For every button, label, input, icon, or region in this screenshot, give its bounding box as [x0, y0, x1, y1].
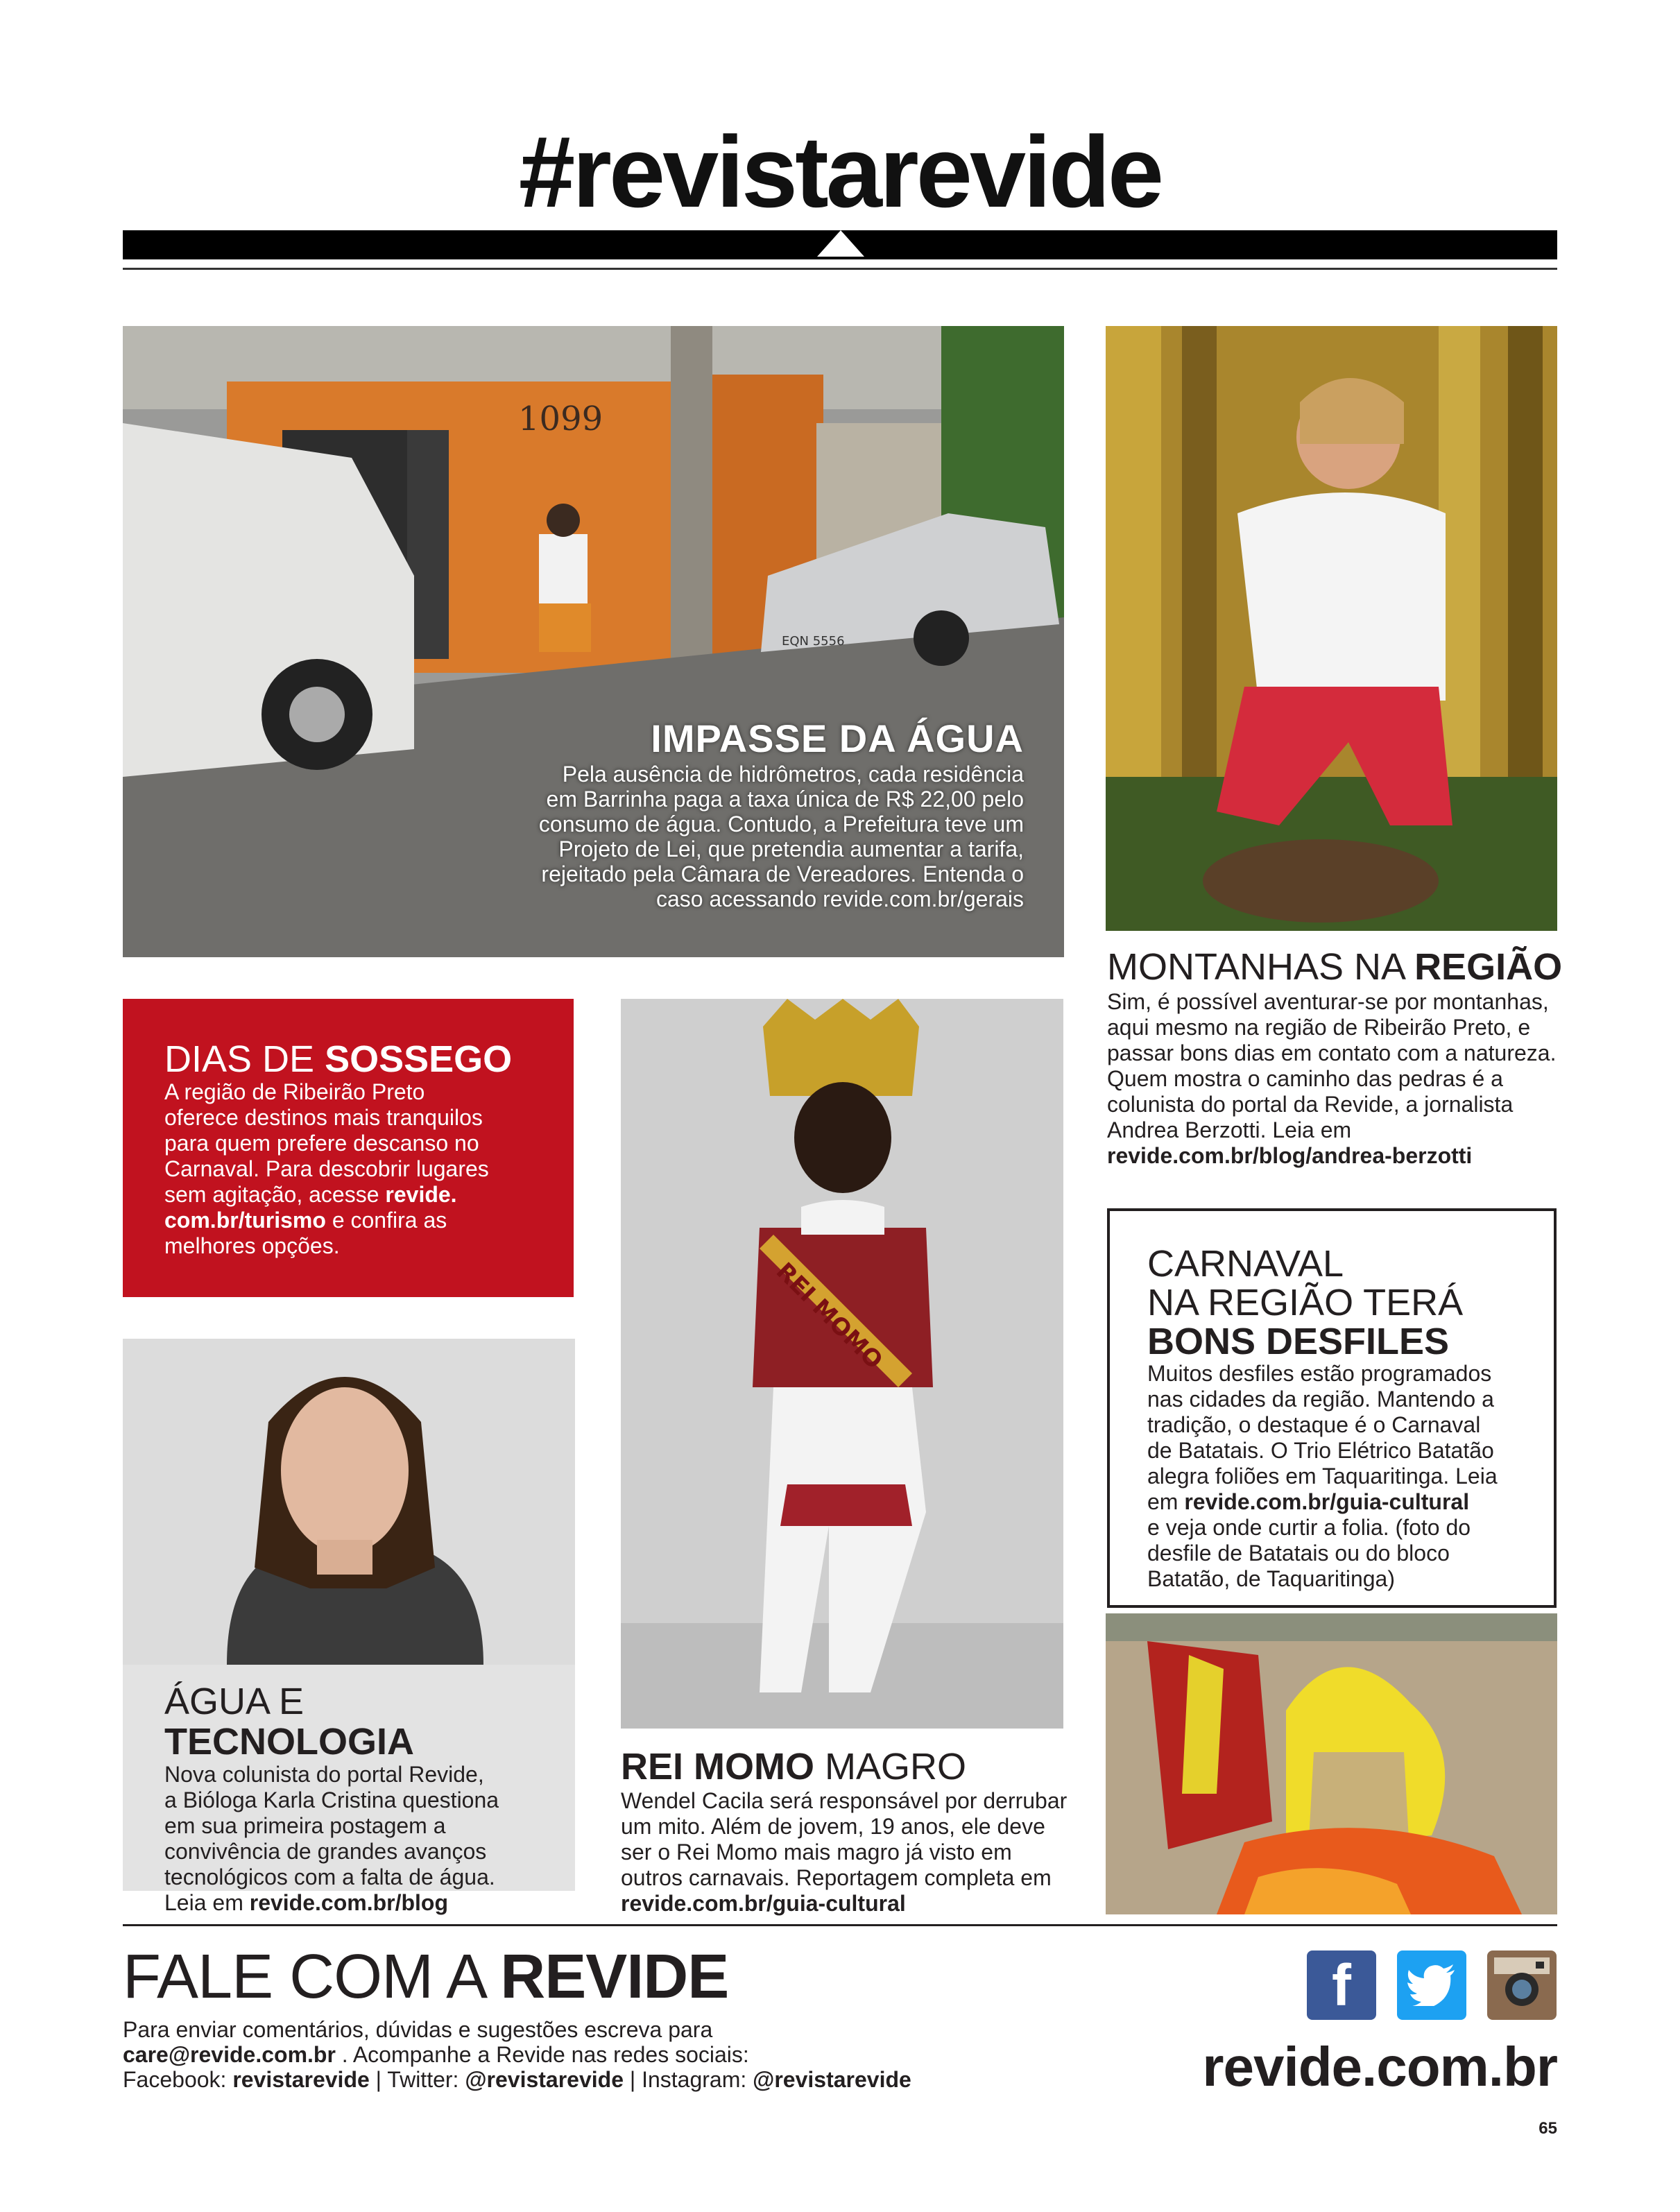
impasse-line: Projeto de Lei, que pretendia aumentar a tarifa,	[558, 837, 1024, 861]
montanhas-title	[1107, 947, 1562, 987]
agua-line: Leia em	[164, 1890, 250, 1915]
agua-title-bold: TECNOLOGIA	[164, 1721, 414, 1763]
svg-text:EQN 5556: EQN 5556	[782, 634, 845, 649]
carnaval-line: nas cidades da região. Mantendo a	[1147, 1387, 1494, 1412]
sossego-line: sem agitação, acesse	[164, 1182, 386, 1207]
sossego-title	[164, 1039, 532, 1079]
carnaval-title-line3: BONS DESFILES	[1147, 1321, 1450, 1362]
carnaval-title-line2: NA REGIÃO TERÁ	[1147, 1282, 1464, 1323]
carnaval-line: em	[1147, 1489, 1185, 1514]
montanhas-photo	[1106, 326, 1557, 931]
instagram-label: | Instagram:	[623, 2067, 753, 2092]
masthead-rule	[123, 268, 1557, 270]
montanhas-title-bold: REGIÃO	[1414, 946, 1563, 988]
sossego-line: oferece destinos mais tranquilos	[164, 1105, 483, 1130]
sossego-title-bold: SOSSEGO	[325, 1038, 513, 1080]
montanhas-line: Quem mostra o caminho das pedras é a	[1107, 1066, 1503, 1091]
facebook-label: Facebook:	[123, 2067, 233, 2092]
footer-title	[123, 1942, 728, 2012]
impasse-line: Pela ausência de hidrômetros, cada residência	[562, 762, 1024, 787]
agua-photo	[123, 1339, 575, 1665]
sossego-link-part2[interactable]: com.br/turismo	[164, 1208, 326, 1233]
carnaval-line: desfile de Batatais ou do bloco	[1147, 1541, 1450, 1566]
montanhas-title-light: MONTANHAS NA	[1107, 946, 1415, 988]
reimomo-line: ser o Rei Momo mais magro já visto em	[621, 1840, 1012, 1864]
facebook-handle[interactable]: revistarevide	[232, 2067, 370, 2092]
agua-title	[164, 1681, 533, 1762]
svg-text:1099: 1099	[518, 400, 603, 438]
impasse-title: IMPASSE DA ÁGUA	[651, 717, 1024, 760]
sossego-line: A região de Ribeirão Preto	[164, 1079, 425, 1104]
footer-title-light: FALE COM A	[123, 1942, 501, 2012]
carnaval-line: Muitos desfiles estão programados	[1147, 1361, 1492, 1386]
reimomo-line: Wendel Cacila será responsável por derrubar	[621, 1788, 1068, 1813]
footer-line: Para enviar comentários, dúvidas e sugestões escreva para	[123, 2017, 713, 2042]
montanhas-line: colunista do portal da Revide, a jornalista	[1107, 1092, 1514, 1117]
impasse-line: em Barrinha paga a taxa única de R$ 22,00 pelo	[546, 787, 1024, 812]
reimomo-title-light: MAGRO	[814, 1746, 967, 1787]
agua-link[interactable]: revide.com.br/blog	[249, 1890, 449, 1915]
sossego-body	[164, 1079, 532, 1259]
sossego-title-light: DIAS DE	[164, 1038, 325, 1080]
instagram-icon[interactable]	[1487, 1950, 1557, 2020]
magazine-masthead: #revistarevide	[518, 115, 1162, 228]
reimomo-line: outros carnavais. Reportagem completa em	[621, 1865, 1052, 1890]
sossego-line: Carnaval. Para descobrir lugares	[164, 1156, 489, 1181]
carnaval-title-line1: CARNAVAL	[1147, 1243, 1344, 1285]
reimomo-title	[621, 1747, 966, 1787]
page-number: 65	[1538, 2119, 1557, 2138]
reimomo-title-bold: REI MOMO	[621, 1746, 814, 1787]
agua-body	[164, 1762, 533, 1916]
agua-line: em sua primeira postagem a	[164, 1813, 446, 1838]
reimomo-link[interactable]: revide.com.br/guia-cultural	[621, 1891, 906, 1916]
agua-line: a Bióloga Karla Cristina questiona	[164, 1787, 499, 1812]
agua-line: convivência de grandes avanços	[164, 1839, 487, 1864]
reimomo-body	[621, 1788, 1079, 1917]
sossego-line: e confira as	[325, 1208, 447, 1233]
carnaval-line: tradição, o destaque é o Carnaval	[1147, 1412, 1481, 1437]
carnaval-link[interactable]: revide.com.br/guia-cultural	[1184, 1489, 1470, 1514]
sossego-line: melhores opções.	[164, 1233, 340, 1258]
reimomo-line: um mito. Além de jovem, 19 anos, ele deve	[621, 1814, 1045, 1839]
carnaval-line: alegra foliões em Taquaritinga. Leia	[1147, 1464, 1498, 1489]
site-url[interactable]: revide.com.br	[1202, 2036, 1557, 2098]
montanhas-line: Andrea Berzotti. Leia em	[1107, 1117, 1352, 1142]
carnaval-line: de Batatais. O Trio Elétrico Batatão	[1147, 1438, 1494, 1463]
footer-body	[123, 2017, 911, 2092]
impasse-line: rejeitado pela Câmara de Vereadores. Entenda o	[541, 861, 1024, 886]
montanhas-line: passar bons dias em contato com a natureza.	[1107, 1040, 1557, 1065]
montanhas-line: Sim, é possível aventurar-se por montanhas,	[1107, 989, 1549, 1014]
impasse-body	[388, 762, 1024, 911]
carnaval-line: Batatão, de Taquaritinga)	[1147, 1566, 1395, 1591]
montanhas-body	[1107, 989, 1565, 1169]
carnaval-photo	[1106, 1613, 1557, 1914]
footer-title-bold: REVIDE	[500, 1942, 729, 2012]
twitter-label: | Twitter:	[369, 2067, 465, 2092]
montanhas-link[interactable]: revide.com.br/blog/andrea-berzotti	[1107, 1143, 1473, 1168]
agua-box	[123, 1665, 575, 1915]
agua-title-light: ÁGUA E	[164, 1681, 305, 1722]
twitter-handle[interactable]: @revistarevide	[465, 2067, 624, 2092]
impasse-line: consumo de água. Contudo, a Prefeitura teve um	[538, 812, 1024, 837]
svg-text:REI MOMO: REI MOMO	[770, 1257, 889, 1375]
agua-line: Nova colunista do portal Revide,	[164, 1762, 484, 1787]
carnaval-line: e veja onde curtir a folia. (foto do	[1147, 1515, 1471, 1540]
montanhas-line: aqui mesmo na região de Ribeirão Preto, e	[1107, 1015, 1531, 1040]
agua-line: tecnológicos com a falta de água.	[164, 1864, 495, 1889]
sossego-box	[123, 999, 574, 1297]
footer-rule	[123, 1924, 1557, 1926]
masthead-notch	[817, 230, 864, 257]
footer-line: . Acompanhe a Revide nas redes sociais:	[335, 2042, 749, 2067]
facebook-glyph: f	[1332, 1952, 1351, 2018]
instagram-handle[interactable]: @revistarevide	[753, 2067, 911, 2092]
sossego-link-part1[interactable]: revide.	[385, 1182, 457, 1207]
impasse-line: caso acessando revide.com.br/gerais	[655, 886, 1024, 911]
twitter-icon[interactable]	[1397, 1950, 1466, 2020]
footer-email[interactable]: care@revide.com.br	[123, 2042, 336, 2067]
facebook-icon[interactable]	[1307, 1950, 1376, 2020]
carnaval-body	[1147, 1361, 1516, 1592]
sossego-line: para quem prefere descanso no	[164, 1131, 479, 1156]
reimomo-photo	[621, 999, 1063, 1729]
carnaval-box	[1107, 1208, 1557, 1608]
